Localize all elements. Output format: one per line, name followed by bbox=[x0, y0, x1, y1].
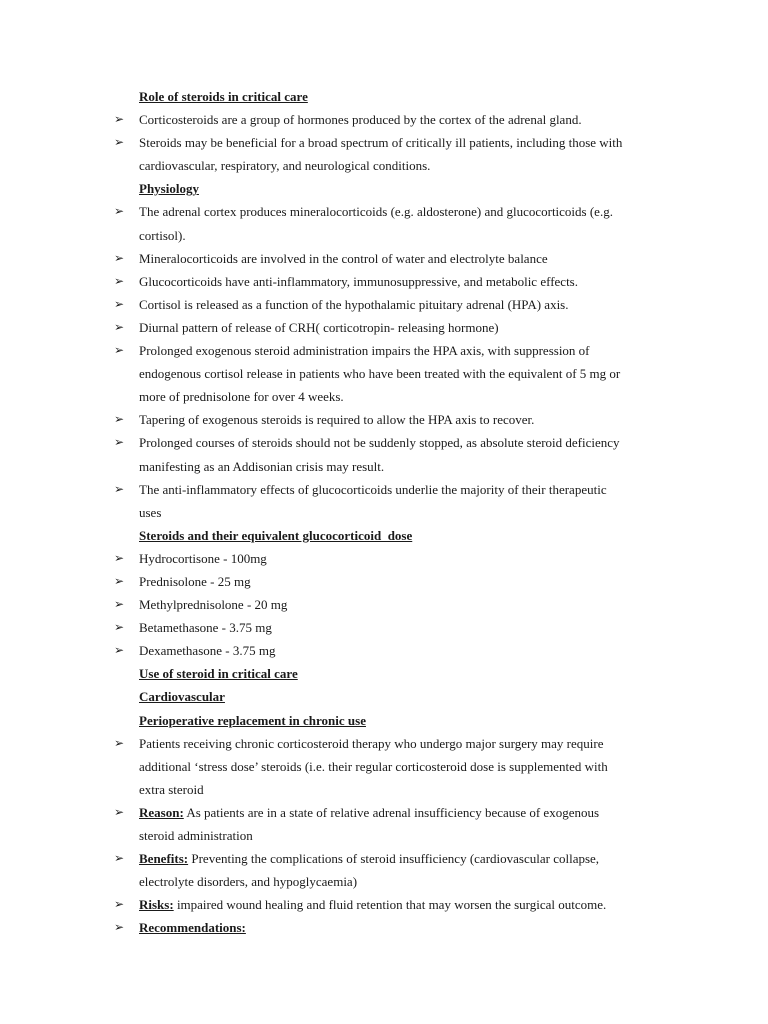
bullet-body: Glucocorticoids have anti-inflammatory, immunosuppressive, and metabolic effects. bbox=[139, 273, 578, 289]
bullet-body: more of prednisolone for over 4 weeks. bbox=[139, 389, 344, 405]
arrow-bullet-icon: ➢ bbox=[114, 550, 125, 565]
bullet-text bbox=[139, 755, 608, 778]
arrow-bullet-icon: ➢ bbox=[114, 319, 125, 334]
bullet-text bbox=[139, 224, 186, 247]
bullet-body: Mineralocorticoids are involved in the control of water and electrolyte balance bbox=[139, 250, 548, 266]
bullet-item bbox=[0, 247, 768, 270]
arrow-bullet-icon: ➢ bbox=[114, 204, 125, 219]
arrow-bullet-icon: ➢ bbox=[114, 296, 125, 311]
bullet-text bbox=[139, 293, 569, 316]
bullet-text bbox=[139, 778, 204, 801]
bullet-item-continuation bbox=[0, 455, 768, 478]
bullet-text bbox=[139, 431, 620, 454]
bullet-item-continuation bbox=[0, 362, 768, 385]
bullet-label: Reason: bbox=[139, 804, 184, 820]
bullet-label: Recommendations: bbox=[139, 920, 246, 936]
bullet-body: Cortisol is released as a function of the hypothalamic pituitary adrenal (HPA) axis. bbox=[139, 296, 569, 312]
bullet-item bbox=[0, 801, 768, 824]
section-heading bbox=[0, 685, 768, 708]
bullet-item bbox=[0, 408, 768, 431]
bullet-body: cardiovascular, respiratory, and neurological conditions. bbox=[139, 158, 431, 174]
bullet-text bbox=[139, 455, 384, 478]
bullet-item bbox=[0, 270, 768, 293]
bullet-item bbox=[0, 570, 768, 593]
bullet-body: Prolonged courses of steroids should not be suddenly stopped, as absolute steroid deficiency bbox=[139, 435, 620, 451]
bullet-body: steroid administration bbox=[139, 828, 253, 843]
bullet-body: cortisol). bbox=[139, 227, 186, 243]
bullet-label: Benefits: bbox=[139, 851, 189, 867]
heading-text: Physiology bbox=[139, 181, 199, 197]
bullet-item-continuation bbox=[0, 870, 768, 893]
bullet-text bbox=[139, 893, 606, 916]
bullet-body: The anti-inflammatory effects of glucocorticoids underlie the majority of their therapeutic bbox=[139, 481, 607, 497]
arrow-bullet-icon: ➢ bbox=[114, 597, 125, 612]
bullet-item bbox=[0, 639, 768, 662]
bullet-text bbox=[139, 478, 607, 501]
bullet-body: impaired wound healing and fluid retention that may worsen the surgical outcome. bbox=[173, 897, 607, 913]
bullet-item-continuation bbox=[0, 824, 768, 847]
bullet-item bbox=[0, 339, 768, 362]
bullet-body: Steroids may be beneficial for a broad spectrum of critically ill patients, including those with bbox=[139, 135, 623, 151]
bullet-text bbox=[139, 270, 578, 293]
section-heading bbox=[0, 177, 768, 200]
bullet-text bbox=[139, 593, 287, 616]
bullet-text bbox=[139, 570, 251, 593]
bullet-item-continuation bbox=[0, 778, 768, 801]
bullet-text bbox=[139, 408, 534, 431]
arrow-bullet-icon: ➢ bbox=[114, 112, 125, 127]
arrow-bullet-icon: ➢ bbox=[114, 435, 125, 450]
bullet-body: extra steroid bbox=[139, 781, 204, 797]
bullet-body: Preventing the complications of steroid insufficiency (cardiovascular collapse, bbox=[188, 851, 600, 867]
bullet-body: Diurnal pattern of release of CRH( corticotropin- releasing hormone) bbox=[139, 319, 499, 335]
bullet-text bbox=[139, 616, 272, 639]
bullet-text bbox=[139, 801, 599, 824]
arrow-bullet-icon: ➢ bbox=[114, 920, 125, 935]
arrow-bullet-icon: ➢ bbox=[114, 412, 125, 427]
bullet-text bbox=[139, 385, 344, 408]
arrow-bullet-icon: ➢ bbox=[114, 573, 125, 588]
bullet-text bbox=[139, 339, 590, 362]
bullet-item bbox=[0, 200, 768, 223]
bullet-body: electrolyte disorders, and hypoglycaemia) bbox=[139, 874, 358, 890]
bullet-item bbox=[0, 593, 768, 616]
section-heading bbox=[0, 524, 768, 547]
bullet-text bbox=[139, 847, 599, 870]
bullet-item-continuation bbox=[0, 224, 768, 247]
bullet-body: Prolonged exogenous steroid administration impairs the HPA axis, with suppression of bbox=[139, 343, 590, 359]
arrow-bullet-icon: ➢ bbox=[114, 804, 125, 819]
bullet-body: manifesting as an Addisonian crisis may result. bbox=[139, 458, 385, 474]
bullet-body: additional ‘stress dose’ steroids (i.e. their regular corticosteroid dose is supplemented with bbox=[139, 758, 608, 774]
bullet-item bbox=[0, 431, 768, 454]
bullet-label: Risks: bbox=[139, 897, 174, 913]
heading-text: Role of steroids in critical care bbox=[139, 89, 308, 104]
bullet-item bbox=[0, 847, 768, 870]
bullet-text bbox=[139, 154, 430, 177]
bullet-text bbox=[139, 316, 499, 339]
bullet-text bbox=[139, 108, 582, 131]
bullet-text bbox=[139, 200, 613, 223]
bullet-item bbox=[0, 732, 768, 755]
arrow-bullet-icon: ➢ bbox=[114, 643, 125, 658]
bullet-text bbox=[139, 247, 548, 270]
bullet-item-continuation bbox=[0, 385, 768, 408]
bullet-item bbox=[0, 547, 768, 570]
bullet-item bbox=[0, 478, 768, 501]
bullet-item bbox=[0, 316, 768, 339]
bullet-body: Dexamethasone - 3.75 mg bbox=[139, 643, 276, 659]
bullet-body: Corticosteroids are a group of hormones produced by the cortex of the adrenal gland. bbox=[139, 112, 582, 128]
bullet-item-continuation bbox=[0, 501, 768, 524]
bullet-body: Betamethasone - 3.75 mg bbox=[139, 620, 272, 636]
bullet-text bbox=[139, 824, 253, 847]
arrow-bullet-icon: ➢ bbox=[114, 851, 125, 866]
bullet-item-continuation bbox=[0, 154, 768, 177]
arrow-bullet-icon: ➢ bbox=[114, 135, 125, 150]
document-page bbox=[0, 85, 768, 939]
bullet-body: Prednisolone - 25 mg bbox=[139, 573, 251, 589]
section-heading bbox=[0, 662, 768, 685]
bullet-item bbox=[0, 131, 768, 154]
arrow-bullet-icon: ➢ bbox=[114, 343, 125, 358]
bullet-body: uses bbox=[139, 504, 162, 520]
bullet-text bbox=[139, 870, 357, 893]
bullet-text bbox=[139, 639, 275, 662]
arrow-bullet-icon: ➢ bbox=[114, 273, 125, 288]
heading-text: Use of steroid in critical care bbox=[139, 666, 298, 682]
bullet-body: Tapering of exogenous steroids is required to allow the HPA axis to recover. bbox=[139, 412, 535, 428]
heading-text: Cardiovascular bbox=[139, 689, 225, 705]
arrow-bullet-icon: ➢ bbox=[114, 250, 125, 265]
section-heading bbox=[0, 709, 768, 732]
arrow-bullet-icon: ➢ bbox=[114, 897, 125, 912]
bullet-item bbox=[0, 916, 768, 939]
bullet-body: The adrenal cortex produces mineralocorticoids (e.g. aldosterone) and glucocorticoids (e.g. bbox=[139, 204, 613, 220]
bullet-text bbox=[139, 547, 267, 570]
bullet-body: As patients are in a state of relative adrenal insufficiency because of exogenous bbox=[183, 804, 600, 820]
bullet-item bbox=[0, 293, 768, 316]
bullet-body: endogenous cortisol release in patients who have been treated with the equivalent of 5 mg or bbox=[139, 366, 621, 382]
bullet-body: Hydrocortisone - 100mg bbox=[139, 550, 267, 566]
arrow-bullet-icon: ➢ bbox=[114, 620, 125, 635]
arrow-bullet-icon: ➢ bbox=[114, 481, 125, 496]
bullet-text bbox=[139, 131, 622, 154]
bullet-body: Methylprednisolone - 20 mg bbox=[139, 597, 288, 613]
bullet-body: Patients receiving chronic corticosteroid therapy who undergo major surgery may require bbox=[139, 735, 604, 751]
bullet-text bbox=[139, 501, 161, 524]
arrow-bullet-icon: ➢ bbox=[114, 735, 125, 750]
bullet-item bbox=[0, 108, 768, 131]
bullet-text bbox=[139, 362, 620, 385]
bullet-text bbox=[139, 916, 246, 939]
bullet-text bbox=[139, 732, 603, 755]
bullet-item bbox=[0, 893, 768, 916]
heading-text: Perioperative replacement in chronic use bbox=[139, 712, 366, 728]
bullet-item-continuation bbox=[0, 755, 768, 778]
bullet-item bbox=[0, 616, 768, 639]
section-heading bbox=[0, 85, 768, 108]
heading-text: Steroids and their equivalent glucocorticoid dose bbox=[139, 527, 413, 543]
